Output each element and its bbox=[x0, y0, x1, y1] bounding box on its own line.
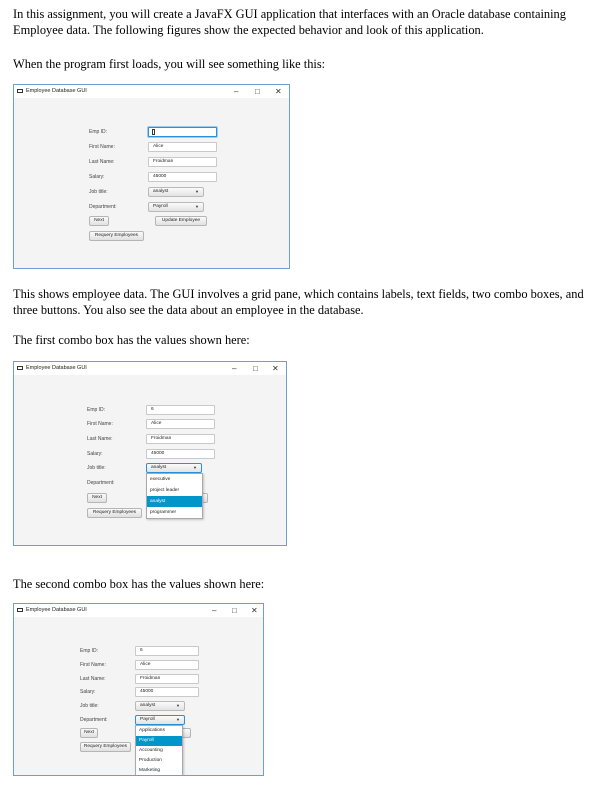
window-title: Employee Database GUI bbox=[26, 88, 87, 94]
department-option[interactable]: Accounting bbox=[139, 748, 163, 753]
last-name-label: Last Name: bbox=[89, 159, 115, 165]
department-option[interactable]: Applications bbox=[139, 728, 165, 733]
close-icon[interactable]: ✕ bbox=[251, 606, 258, 615]
requery-employees-button[interactable]: Requery Employees bbox=[80, 742, 131, 752]
last-name-label: Last Name: bbox=[80, 676, 106, 682]
text-cursor bbox=[152, 129, 155, 135]
next-button[interactable]: Next bbox=[87, 493, 107, 503]
title-bar bbox=[14, 362, 286, 375]
job-title-option-selected[interactable]: analyst bbox=[147, 496, 202, 507]
chevron-down-icon: ▼ bbox=[195, 204, 199, 209]
department-dropdown bbox=[135, 725, 183, 776]
first-name-field[interactable]: Alice bbox=[135, 660, 199, 670]
chevron-down-icon: ▼ bbox=[176, 717, 180, 722]
job-title-label: Job title: bbox=[87, 465, 106, 471]
job-title-label: Job title: bbox=[80, 703, 99, 709]
first-name-label: First Name: bbox=[89, 144, 115, 150]
window-app-icon bbox=[17, 89, 23, 93]
first-name-label: First Name: bbox=[80, 662, 106, 668]
department-combo[interactable]: Payroll ▼ bbox=[135, 715, 185, 725]
department-label: Department: bbox=[87, 480, 115, 486]
emp-id-field[interactable]: 6 bbox=[135, 646, 199, 656]
emp-id-label: Emp ID: bbox=[87, 407, 106, 413]
first-name-field[interactable]: Alice bbox=[146, 419, 215, 429]
minimize-icon[interactable]: – bbox=[232, 364, 237, 373]
title-bar bbox=[14, 604, 263, 617]
next-button[interactable]: Next bbox=[80, 728, 98, 738]
window-title: Employee Database GUI bbox=[26, 365, 87, 371]
job-title-dropdown bbox=[146, 473, 203, 519]
department-combo[interactable]: Payroll ▼ bbox=[148, 202, 204, 212]
salary-label: Salary: bbox=[80, 689, 96, 695]
salary-field[interactable]: 45000 bbox=[135, 687, 199, 697]
job-title-label: Job title: bbox=[89, 189, 108, 195]
chevron-down-icon: ▼ bbox=[195, 189, 199, 194]
close-icon[interactable]: ✕ bbox=[275, 87, 282, 96]
app-window-2 bbox=[13, 361, 287, 546]
emp-id-field[interactable] bbox=[148, 127, 217, 137]
minimize-icon[interactable]: – bbox=[212, 606, 217, 615]
update-employee-button[interactable]: Update Employee bbox=[155, 216, 207, 226]
emp-id-label: Emp ID: bbox=[89, 129, 108, 135]
last-name-field[interactable]: Froidman bbox=[148, 157, 217, 167]
second-combo-paragraph: The second combo box has the values shown here: bbox=[13, 577, 265, 591]
app-window-3 bbox=[13, 603, 264, 776]
department-option[interactable]: Production bbox=[139, 758, 162, 763]
window-app-icon bbox=[17, 608, 23, 612]
first-load-paragraph: When the program first loads, you will see something like this: bbox=[13, 57, 326, 71]
department-option[interactable]: Marketing bbox=[139, 768, 161, 773]
department-label: Department: bbox=[89, 204, 117, 210]
first-name-field[interactable]: Alice bbox=[148, 142, 217, 152]
salary-label: Salary: bbox=[89, 174, 105, 180]
window-title: Employee Database GUI bbox=[26, 607, 87, 613]
last-name-field[interactable]: Froidman bbox=[135, 674, 199, 684]
job-title-combo[interactable]: analyst ▼ bbox=[148, 187, 204, 197]
title-bar bbox=[14, 85, 289, 98]
job-title-combo[interactable]: analyst ▼ bbox=[135, 701, 185, 711]
chevron-down-icon: ▼ bbox=[176, 703, 180, 708]
next-button[interactable]: Next bbox=[89, 216, 109, 226]
salary-field[interactable]: 45000 bbox=[146, 449, 215, 459]
window-app-icon bbox=[17, 366, 23, 370]
emp-id-field[interactable]: 6 bbox=[146, 405, 215, 415]
description-paragraph: This shows employee data. The GUI involves a grid pane, which contains labels, text fields, two combo boxes, and three buttons. You also see the data about an employee in the database. bbox=[13, 287, 584, 317]
maximize-icon[interactable]: □ bbox=[255, 87, 260, 96]
job-title-option[interactable]: project leader bbox=[150, 488, 180, 493]
app-window-1 bbox=[13, 84, 290, 269]
job-title-option[interactable]: programmer bbox=[150, 510, 177, 515]
requery-employees-button[interactable]: Requery Employees bbox=[89, 231, 144, 241]
department-label: Department: bbox=[80, 717, 108, 723]
last-name-label: Last Name: bbox=[87, 436, 113, 442]
close-icon[interactable]: ✕ bbox=[272, 364, 279, 373]
first-name-label: First Name: bbox=[87, 421, 113, 427]
department-option-selected[interactable]: Payroll bbox=[136, 736, 182, 746]
first-combo-paragraph: The first combo box has the values shown here: bbox=[13, 333, 250, 347]
salary-label: Salary: bbox=[87, 451, 103, 457]
intro-paragraph: In this assignment, you will create a JavaFX GUI application that interfaces with an Oracle database containing Employee data. The following figures show the expected behavior and look of this application. bbox=[13, 7, 566, 37]
last-name-field[interactable]: Froidman bbox=[146, 434, 215, 444]
maximize-icon[interactable]: □ bbox=[232, 606, 237, 615]
requery-employees-button[interactable]: Requery Employees bbox=[87, 508, 142, 518]
chevron-down-icon: ▼ bbox=[193, 465, 197, 470]
salary-field[interactable]: 45000 bbox=[148, 172, 217, 182]
job-title-combo[interactable]: analyst ▼ bbox=[146, 463, 202, 473]
maximize-icon[interactable]: □ bbox=[253, 364, 258, 373]
minimize-icon[interactable]: – bbox=[234, 87, 239, 96]
emp-id-label: Emp ID: bbox=[80, 648, 99, 654]
job-title-option[interactable]: executive bbox=[150, 477, 171, 482]
